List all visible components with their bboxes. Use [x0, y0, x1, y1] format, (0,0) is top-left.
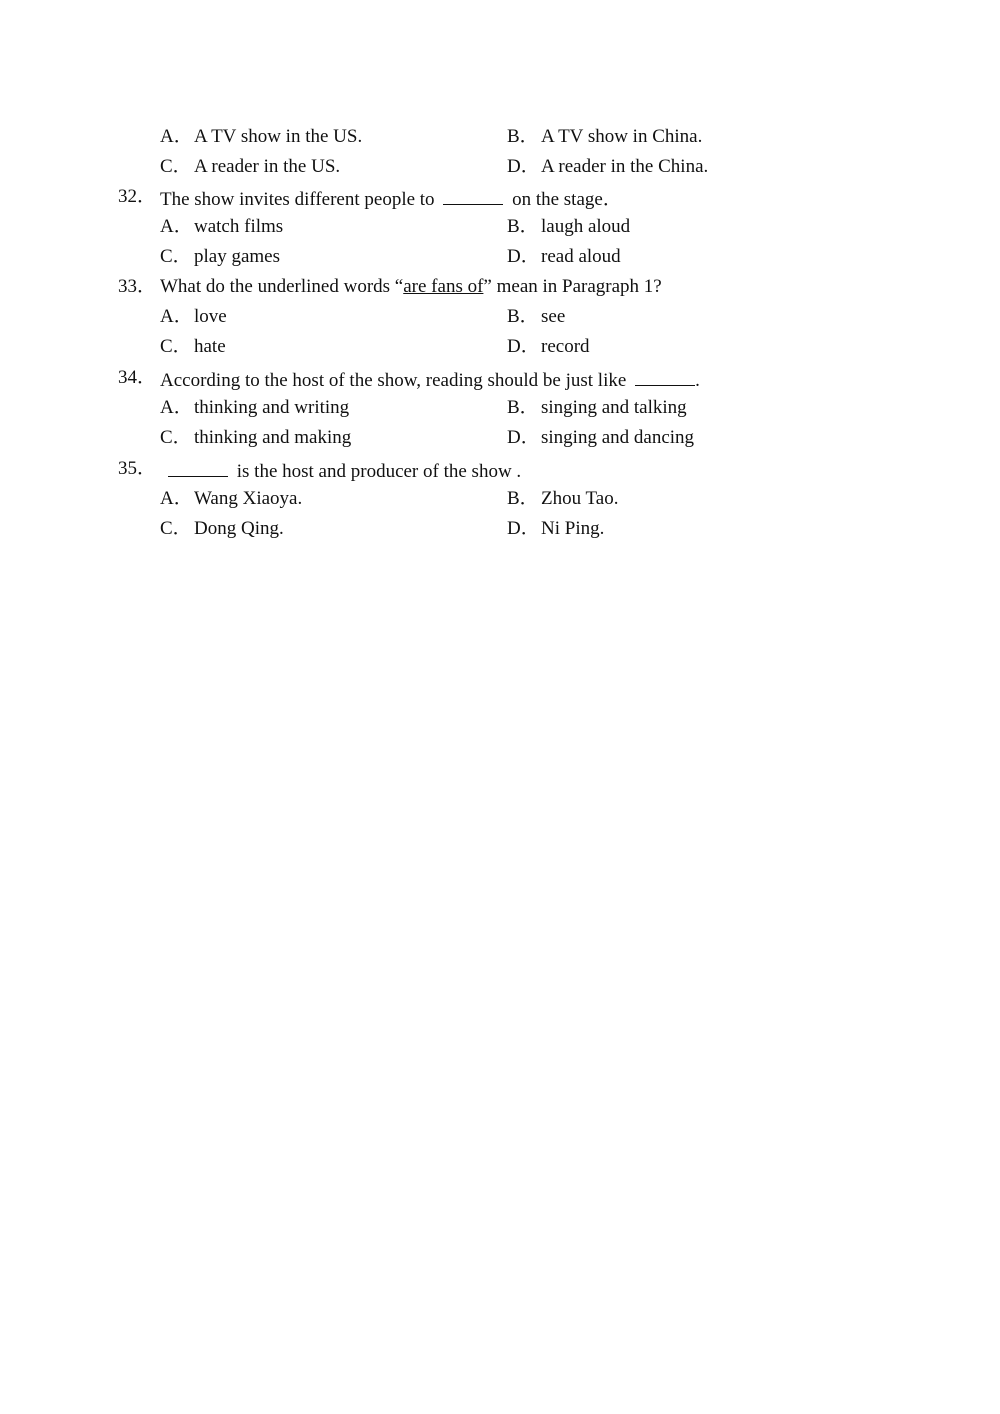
- q33-option-c: C． hate: [160, 336, 226, 357]
- q31-options-row-2: [0, 152, 1000, 182]
- q32-stem-row: [0, 182, 1000, 212]
- q35-option-b: B． Zhou Tao.: [507, 488, 619, 509]
- q33-number: 33．: [118, 276, 157, 297]
- q35-option-d: D．Ni Ping.: [507, 518, 605, 539]
- q34-stem-row: [0, 363, 1000, 393]
- q35-option-a: A．Wang Xiaoya.: [160, 488, 303, 509]
- q33-options-row-1: [0, 302, 1000, 332]
- q31-option-b: B． A TV show in China.: [507, 126, 703, 147]
- q33-stem-row: [0, 272, 1000, 302]
- q35-option-c: C． Dong Qing.: [160, 518, 284, 539]
- q33-stem: What do the underlined words “are fans of” mean in Paragraph 1?: [160, 276, 662, 297]
- q34-options-row-2: [0, 423, 1000, 453]
- q35-options-row-1: [0, 484, 1000, 514]
- q31-option-a: A．A TV show in the US.: [160, 126, 363, 147]
- q32-option-a: A．watch films: [160, 216, 284, 237]
- q32-options-row-1: [0, 212, 1000, 242]
- q34-option-c: C． thinking and making: [160, 427, 352, 448]
- q33-option-a: A．love: [160, 306, 227, 327]
- q33-option-b: B． see: [507, 306, 566, 327]
- q32-options-row-2: [0, 242, 1000, 272]
- q32-option-c: C． play games: [160, 246, 281, 267]
- q35-stem: is the host and producer of the show .: [168, 454, 521, 487]
- q33-option-d: D．record: [507, 336, 590, 357]
- q31-options-row-1: [0, 122, 1000, 152]
- q32-number: 32．: [118, 186, 157, 207]
- q35-stem-row: [0, 454, 1000, 484]
- q34-answer-blank: [635, 363, 695, 386]
- q32-option-b: B． laugh aloud: [507, 216, 631, 237]
- q32-option-d: D．read aloud: [507, 246, 621, 267]
- q32-stem: The show invites different people to on the stage．: [160, 182, 622, 215]
- q34-option-a: A．thinking and writing: [160, 397, 350, 418]
- q31-option-c: C． A reader in the US.: [160, 156, 341, 177]
- q35-answer-blank: [168, 454, 228, 477]
- q31-option-d: D．A reader in the China.: [507, 156, 709, 177]
- q35-options-row-2: [0, 514, 1000, 544]
- q33-underlined-words: are fans of: [403, 276, 484, 297]
- q34-number: 34．: [118, 367, 157, 388]
- q34-options-row-1: [0, 393, 1000, 423]
- q34-option-b: B． singing and talking: [507, 397, 687, 418]
- q33-options-row-2: [0, 332, 1000, 362]
- q34-option-d: D．singing and dancing: [507, 427, 695, 448]
- q35-number: 35．: [118, 458, 157, 479]
- q32-answer-blank: [443, 182, 503, 205]
- q34-stem: According to the host of the show, reading should be just like .: [160, 363, 700, 396]
